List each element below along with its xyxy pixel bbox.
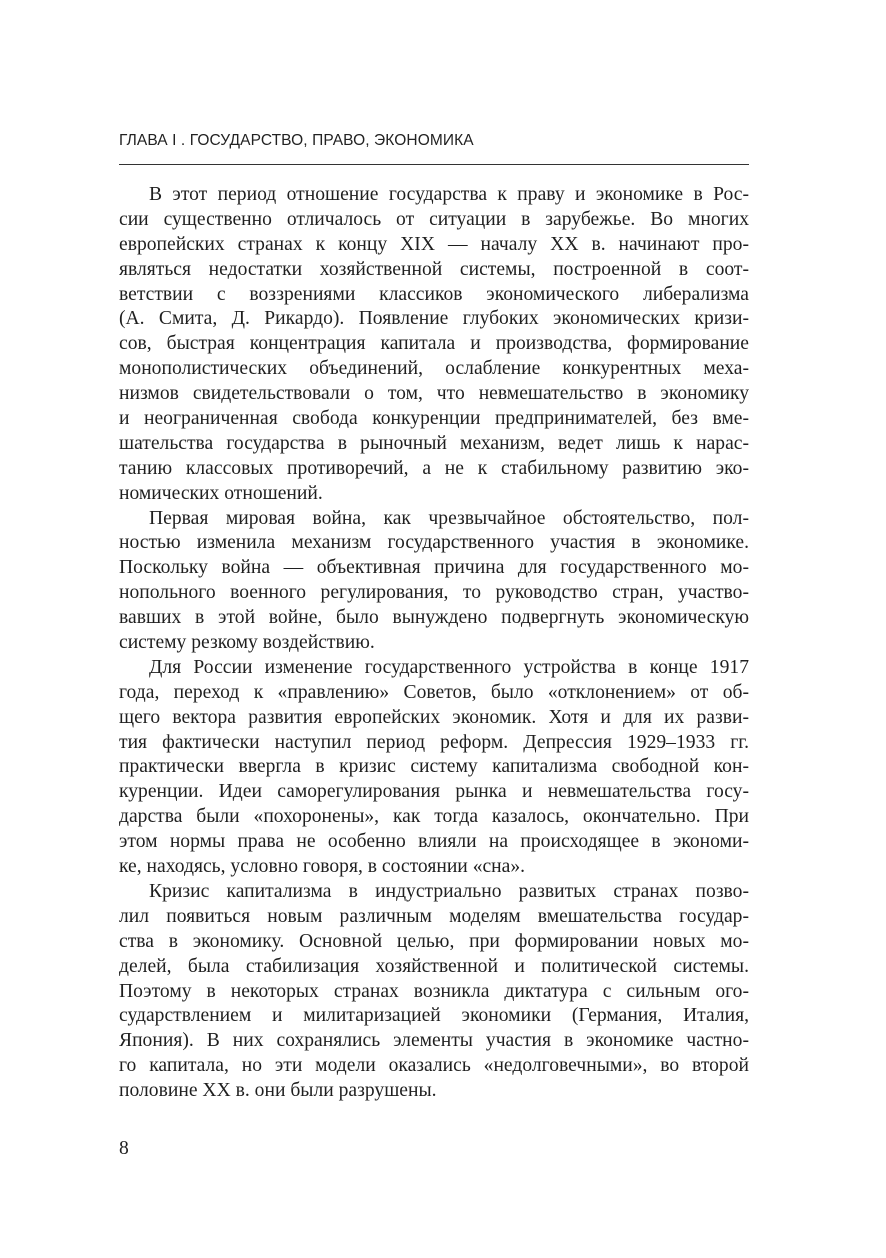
paragraph-line: В этот период отношение государства к праву и экономике в Рос- — [149, 184, 749, 205]
paragraph-line: (А. Смита, Д. Рикардо). Появление глубоких экономических кризи- — [119, 308, 749, 330]
paragraph-line: сии существенно отличалось от ситуации в зарубежье. Во многих — [119, 208, 749, 230]
paragraph-line: низмов свидетельствовали о том, что невмешательство в экономику — [119, 383, 749, 405]
paragraph-line: ке, находясь, условно говоря, в состоянии «сна». — [119, 856, 526, 878]
paragraph-line: Япония). В них сохранялись элементы участия в экономике частно- — [119, 1030, 749, 1052]
paragraph-line: номических отношений. — [119, 482, 323, 504]
paragraph-line: сов, быстрая концентрация капитала и производства, формирование — [119, 333, 749, 355]
paragraph-line: дарства были «похоронены», как тогда казалось, окончательно. При — [119, 806, 749, 828]
paragraph-line: года, переход к «правлению» Советов, было «отклонением» от об- — [119, 681, 749, 703]
paragraph-line: являться недостатки хозяйственной системы, построенной в соот- — [119, 258, 749, 280]
paragraph-line: ветствии с воззрениями классиков экономического либерализма — [119, 283, 749, 305]
paragraph-line: Кризис капитализма в индустриально развитых странах позво- — [149, 880, 749, 902]
paragraph-line: ства в экономику. Основной целью, при формировании новых мо- — [119, 930, 749, 952]
header-rule — [119, 164, 749, 165]
paragraph-line: куренции. Идеи саморегулирования рынка и невмешательства госу- — [119, 781, 749, 803]
paragraph-line: этом нормы права не особенно влияли на происходящее в экономи- — [119, 831, 749, 853]
paragraph-line: половине XX в. они были разрушены. — [119, 1080, 437, 1102]
paragraph-line: практически ввергла в кризис систему капитализма свободной кон- — [119, 756, 749, 778]
paragraph-line: нопольного военного регулирования, то руководство стран, участво- — [119, 582, 749, 604]
paragraph-line: монополистических объединений, ослабление конкурентных меха- — [119, 358, 749, 380]
body-text — [119, 183, 749, 1104]
page-number: 8 — [119, 1138, 129, 1159]
paragraph-line: го капитала, но эти модели оказались «недолговечными», во второй — [119, 1055, 749, 1077]
paragraph-line: систему резкому воздействию. — [119, 632, 375, 654]
paragraph-line: ностью изменила механизм государственного участия в экономике. — [119, 532, 749, 554]
paragraph-line: и неограниченная свобода конкуренции предпринимателей, без вме- — [119, 408, 749, 430]
paragraph-line: Поэтому в некоторых странах возникла диктатура с сильным ого- — [119, 980, 749, 1002]
running-head: ГЛАВА I . ГОСУДАРСТВО, ПРАВО, ЭКОНОМИКА — [119, 132, 474, 149]
paragraph-line: вавших в этой войне, было вынуждено подвергнуть экономическую — [119, 607, 749, 629]
paragraph-line: европейских странах к концу XIX — началу XX в. начинают про- — [119, 233, 749, 255]
paragraph-line: танию классовых противоречий, а не к стабильному развитию эко- — [119, 457, 749, 479]
paragraph-line: Первая мировая война, как чрезвычайное обстоятельство, пол- — [149, 507, 749, 529]
paragraph-line: делей, была стабилизация хозяйственной и политической системы. — [119, 955, 749, 977]
paragraph-line: шательства государства в рыночный механизм, ведет лишь к нарас- — [119, 432, 749, 454]
paragraph-line: сударствлением и милитаризацией экономики (Германия, Италия, — [119, 1005, 749, 1027]
paragraph-line: щего вектора развития европейских экономик. Хотя и для их разви- — [119, 706, 749, 728]
paragraph-line: Поскольку война — объективная причина для государственного мо- — [119, 557, 749, 579]
paragraph-line: тия фактически наступил период реформ. Депрессия 1929–1933 гг. — [119, 731, 749, 753]
paragraph-line: лил появиться новым различным моделям вмешательства государ- — [119, 905, 749, 927]
paragraph-line: Для России изменение государственного устройства в конце 1917 — [149, 656, 749, 678]
